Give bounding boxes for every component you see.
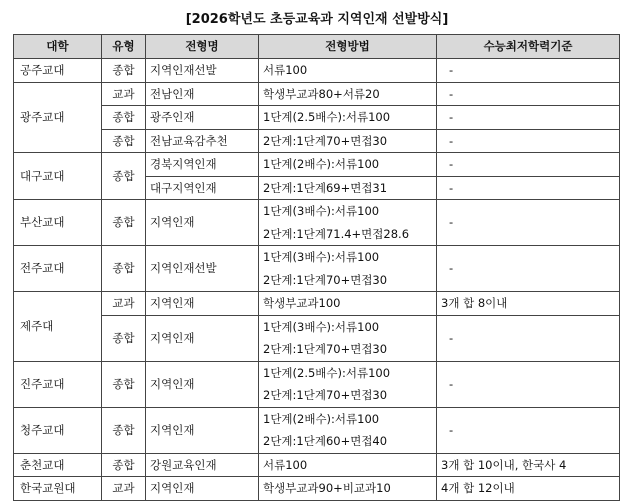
admission-name-cell: 지역인재 [146, 200, 259, 246]
table-row [14, 477, 620, 501]
minimum-cell: - [437, 200, 620, 246]
minimum-cell: - [437, 106, 620, 130]
method-stage2: 2단계:1단계60+면접40 [263, 434, 388, 448]
type-cell: 교과 [102, 82, 146, 106]
admission-name-cell: 지역인재 [146, 361, 259, 407]
type-cell: 종합 [102, 200, 146, 246]
university-cell: 제주대 [14, 292, 102, 362]
method-cell: 1단계(2배수):서류100 [259, 153, 437, 177]
table-row [14, 315, 620, 361]
method-cell [259, 200, 437, 246]
minimum-cell: 4개 합 12이내 [437, 477, 620, 501]
method-cell: 학생부교과100 [259, 292, 437, 316]
minimum-cell: - [437, 246, 620, 292]
table-row [14, 59, 620, 83]
header-university: 대학 [14, 35, 102, 59]
type-cell: 종합 [102, 106, 146, 130]
admission-name-cell: 지역인재 [146, 292, 259, 316]
university-cell: 청주교대 [14, 407, 102, 453]
method-cell: 서류100 [259, 59, 437, 83]
header-csat-minimum: 수능최저학력기준 [437, 35, 620, 59]
university-cell: 진주교대 [14, 361, 102, 407]
method-stage2: 2단계:1단계71.4+면접28.6 [263, 226, 410, 241]
admission-name-cell: 강원교육인재 [146, 453, 259, 477]
method-stage1: 1단계(3배수):서류100 [263, 204, 380, 218]
university-cell: 공주교대 [14, 59, 102, 83]
table-row [14, 200, 620, 246]
header-admission-name: 전형명 [146, 35, 259, 59]
method-stage2: 2단계:1단계70+면접30 [263, 388, 388, 402]
method-stage2: 2단계:1단계70+면접30 [263, 272, 388, 287]
university-cell: 한국교원대 [14, 477, 102, 501]
admission-table [13, 34, 620, 501]
method-cell: 1단계(2.5배수):서류100 [259, 106, 437, 130]
method-stage1: 1단계(2배수):서류100 [263, 411, 380, 426]
admission-name-cell: 광주인재 [146, 106, 259, 130]
method-cell [259, 407, 437, 453]
admission-name-cell: 대구지역인재 [146, 176, 259, 200]
table-row [14, 361, 620, 407]
table-row [14, 292, 620, 316]
admission-name-cell: 지역인재 [146, 315, 259, 361]
minimum-cell: - [437, 315, 620, 361]
method-stage2: 2단계:1단계70+면접30 [263, 342, 388, 356]
university-cell: 대구교대 [14, 153, 102, 200]
minimum-cell: - [437, 59, 620, 83]
minimum-cell: - [437, 361, 620, 407]
admission-name-cell: 경북지역인재 [146, 153, 259, 177]
method-cell [259, 361, 437, 407]
university-cell: 부산교대 [14, 200, 102, 246]
university-cell: 광주교대 [14, 82, 102, 153]
method-cell [259, 246, 437, 292]
admission-name-cell: 지역인재선발 [146, 59, 259, 83]
type-cell: 종합 [102, 129, 146, 153]
university-cell: 춘천교대 [14, 453, 102, 477]
method-stage1: 1단계(3배수):서류100 [263, 250, 380, 264]
minimum-cell: 3개 합 8이내 [437, 292, 620, 316]
method-cell: 2단계:1단계69+면접31 [259, 176, 437, 200]
admission-name-cell: 지역인재 [146, 477, 259, 501]
minimum-cell: - [437, 153, 620, 177]
table-row [14, 453, 620, 477]
type-cell: 종합 [102, 453, 146, 477]
minimum-cell: - [437, 176, 620, 200]
method-stage1: 1단계(2.5배수):서류100 [263, 365, 391, 380]
admission-name-cell: 전남교육감추천 [146, 129, 259, 153]
type-cell: 교과 [102, 292, 146, 316]
table-row [14, 153, 620, 177]
table-row [14, 106, 620, 130]
type-cell: 종합 [102, 153, 146, 200]
type-cell: 종합 [102, 361, 146, 407]
type-cell: 종합 [102, 246, 146, 292]
method-stage1: 1단계(3배수):서류100 [263, 319, 380, 334]
type-cell: 종합 [102, 407, 146, 453]
minimum-cell: - [437, 82, 620, 106]
document-title: [2026학년도 초등교육과 지역인재 선발방식] [185, 12, 449, 27]
type-cell: 교과 [102, 477, 146, 501]
table-row [14, 407, 620, 453]
minimum-cell: - [437, 129, 620, 153]
method-cell [259, 315, 437, 361]
table-row [14, 82, 620, 106]
university-cell: 전주교대 [14, 246, 102, 292]
admission-name-cell: 지역인재선발 [146, 246, 259, 292]
method-cell: 학생부교과80+서류20 [259, 82, 437, 106]
type-cell: 종합 [102, 59, 146, 83]
header-admission-method: 전형방법 [259, 35, 437, 59]
method-cell: 서류100 [259, 453, 437, 477]
method-cell: 2단계:1단계70+면접30 [259, 129, 437, 153]
table-row [14, 129, 620, 153]
table-row [14, 246, 620, 292]
type-cell: 종합 [102, 315, 146, 361]
method-cell: 학생부교과90+비교과10 [259, 477, 437, 501]
header-type: 유형 [102, 35, 146, 59]
table-header-row [14, 35, 620, 59]
admission-name-cell: 전남인재 [146, 82, 259, 106]
minimum-cell: 3개 합 10이내, 한국사 4 [437, 453, 620, 477]
minimum-cell: - [437, 407, 620, 453]
admission-name-cell: 지역인재 [146, 407, 259, 453]
